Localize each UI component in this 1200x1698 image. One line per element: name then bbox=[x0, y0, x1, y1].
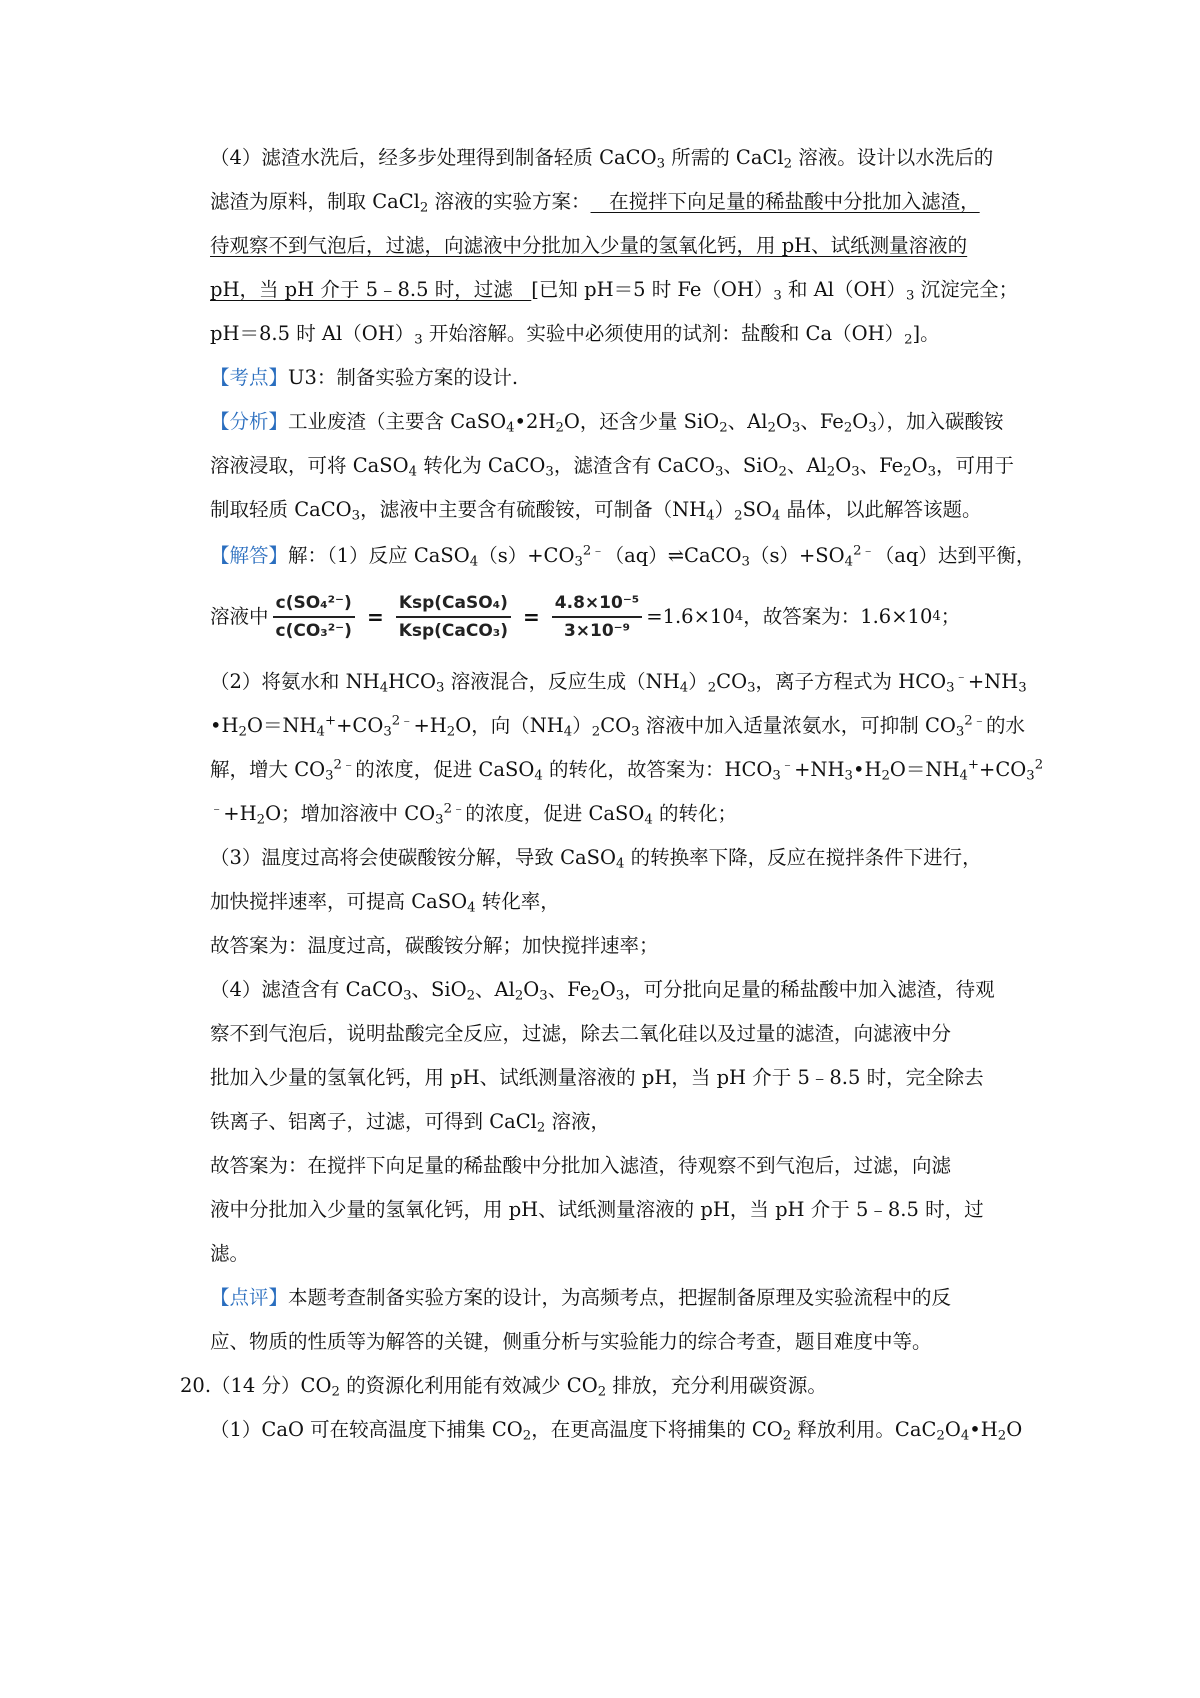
p4-line-2: 滤渣为原料，制取 CaCl$_2$ 溶液的实验方案： 在搅拌下向足量的稀盐酸中分批加入滤渣， bbox=[210, 190, 980, 216]
jieda-line-1: 【解答】解：（1）反应 $CaSO_4(s)+CO_3^{2﹣}(aq)\rightleftharpoons CaCO_3(s)+SO_4^{2﹣}(aq)$达到平衡， bbox=[210, 543, 1036, 570]
jieda-tag: 【解答】 bbox=[210, 544, 289, 567]
fraction-concentration: $\frac{\text{c(SO₄²⁻)}}{\text{c(CO₃²⁻)}}$ bbox=[273, 592, 355, 642]
dianping-line-1: 【点评】本题考查制备实验方案的设计，为高频考点，把握制备原理及实验流程中的反 bbox=[210, 1286, 952, 1309]
fenxi-line-2: 溶液浸取，可将 CaSO$_4$ 转化为 CaCO$_3$，滤渣含有 CaCO$_3$、SiO$_2$、$Al_2O_3$、$Fe_2O_3$，可用于 bbox=[210, 454, 1015, 480]
p4ans-line-7: 滤。 bbox=[210, 1242, 250, 1265]
fraction-values: $\frac{\text{4.8×10⁻⁵}}{\text{3×10⁻⁹}}$ bbox=[552, 592, 642, 642]
p3-line-3: 故答案为：温度过高，碳酸铵分解；加快搅拌速率； bbox=[210, 934, 659, 957]
equilibrium-expression: 溶液中 $\frac{\text{c(SO₄²⁻)}}{\text{c(CO₃²⁻)}}$ = $\frac{\text{Ksp(CaSO₄)}}{\text{Ksp(CaCO₃)}}$ = $\frac{\text{4.8×10⁻⁵}}{\text{3×10⁻⁹}}$ =1.6×10 4 ，故答案为：1.6×10 4 ； bbox=[210, 592, 961, 641]
q20-line-2: （1）CaO 可在较高温度下捕集 $CO_2$，在更高温度下将捕集的 $CO_2$ 释放利用。$CaC_2O_4•H_2O$ bbox=[210, 1418, 1023, 1444]
dianping-tag: 【点评】 bbox=[210, 1286, 289, 1309]
fenxi-line-3: 制取轻质 CaCO$_3$，滤液中主要含有硫酸铵，可制备$(NH_4)_2SO_4$ 晶体，以此解答该题。 bbox=[210, 498, 982, 524]
p3-line-2: 加快搅拌速率，可提高 CaSO$_4$ 转化率， bbox=[210, 890, 560, 916]
p4ans-line-6: 液中分批加入少量的氢氧化钙，用 pH、试纸测量溶液的 pH，当 pH 介于 5﹣8.5 时，过 bbox=[210, 1198, 984, 1221]
fenxi-line-1: 【分析】工业废渣（主要含 $CaSO_4•2H_2O$，还含少量 SiO$_2$、$Al_2O_3$、$Fe_2O_3$），加入碳酸铵 bbox=[210, 410, 1004, 436]
p4ans-line-3: 批加入少量的氢氧化钙，用 pH、试纸测量溶液的 pH，当 pH 介于 5﹣8.5 时，完全除去 bbox=[210, 1066, 984, 1089]
jieda-line-2 bbox=[210, 590, 960, 646]
p2-line-4: $^﹣+H_2O$；增加溶液中 $CO_3^{2﹣}$的浓度，促进 CaSO$_4$ 的转化； bbox=[210, 801, 738, 828]
answer-underline: 在搅拌下向足量的稀盐酸中分批加入滤渣， bbox=[590, 190, 980, 213]
p4ans-line-2: 察不到气泡后，说明盐酸完全反应，过滤，除去二氧化硅以及过量的滤渣，向滤液中分 bbox=[210, 1022, 952, 1045]
fenxi-tag: 【分析】 bbox=[210, 410, 289, 433]
p4-line-1: （4）滤渣水洗后，经多步处理得到制备轻质 CaCO$_3$ 所需的 CaCl$_2$ 溶液。设计以水洗后的 bbox=[210, 146, 994, 172]
p4ans-line-5: 故答案为：在搅拌下向足量的稀盐酸中分批加入滤渣，待观察不到气泡后，过滤，向滤 bbox=[210, 1154, 952, 1177]
p4-line-4: pH，当 pH 介于 5﹣8.5 时，过滤 [已知 pH＝5 时 $Fe(OH)_3$ 和 $Al(OH)_3$ 沉淀完全； bbox=[210, 278, 1019, 304]
p4-line-3 bbox=[210, 232, 967, 260]
p3-line-1: （3）温度过高将会使碳酸铵分解，导致 CaSO$_4$ 的转换率下降，反应在搅拌条件下进行， bbox=[210, 846, 982, 872]
p4ans-line-4: 铁离子、铝离子，过滤，可得到 CaCl$_2$ 溶液， bbox=[210, 1110, 611, 1136]
answer-underline: 待观察不到气泡后，过滤，向滤液中分批加入少量的氢氧化钙，用 pH、试纸测量溶液的 bbox=[210, 234, 968, 257]
p2-line-1: （2）将氨水和 $NH_4HCO_3$ 溶液混合，反应生成$(NH_4)_2CO_3$，离子方程式为 $HCO_3^﹣+NH_3$ bbox=[210, 669, 1027, 696]
q20-line-1: 20.（14 分）$CO_2$ 的资源化利用能有效减少 $CO_2$ 排放，充分利用碳资源。 bbox=[180, 1374, 827, 1400]
kaodian-line: 【考点】U3：制备实验方案的设计. bbox=[210, 366, 519, 389]
p4-line-5: pH＝8.5 时 $Al(OH)_3$ 开始溶解。实验中必须使用的试剂：盐酸和 $Ca(OH)_2$]。 bbox=[210, 322, 940, 348]
p2-line-3: 解，增大 $CO_3^{2﹣}$的浓度，促进 CaSO$_4$ 的转化，故答案为：$HCO_3^﹣+NH_3•H_2O=NH_4^++CO_3^2$ bbox=[210, 757, 1044, 784]
fraction-ksp: $\frac{\text{Ksp(CaSO₄)}}{\text{Ksp(CaCO₃)}}$ bbox=[396, 592, 511, 642]
answer-underline: pH，当 pH 介于 5﹣8.5 时，过滤 bbox=[210, 278, 532, 301]
p4ans-line-1: （4）滤渣含有 CaCO$_3$、SiO$_2$、$Al_2O_3$、$Fe_2O_3$，可分批向足量的稀盐酸中加入滤渣，待观 bbox=[210, 978, 995, 1004]
dianping-line-2: 应、物质的性质等为解答的关键，侧重分析与实验能力的综合考查，题目难度中等。 bbox=[210, 1330, 932, 1353]
kaodian-tag: 【考点】 bbox=[210, 366, 289, 389]
p2-line-2: $•H_2O=NH_4^++CO_3^{2﹣}+H_2O$，向$(NH_4)_2CO_3$ 溶液中加入适量浓氨水，可抑制 $CO_3^{2﹣}$的水 bbox=[210, 713, 1025, 740]
